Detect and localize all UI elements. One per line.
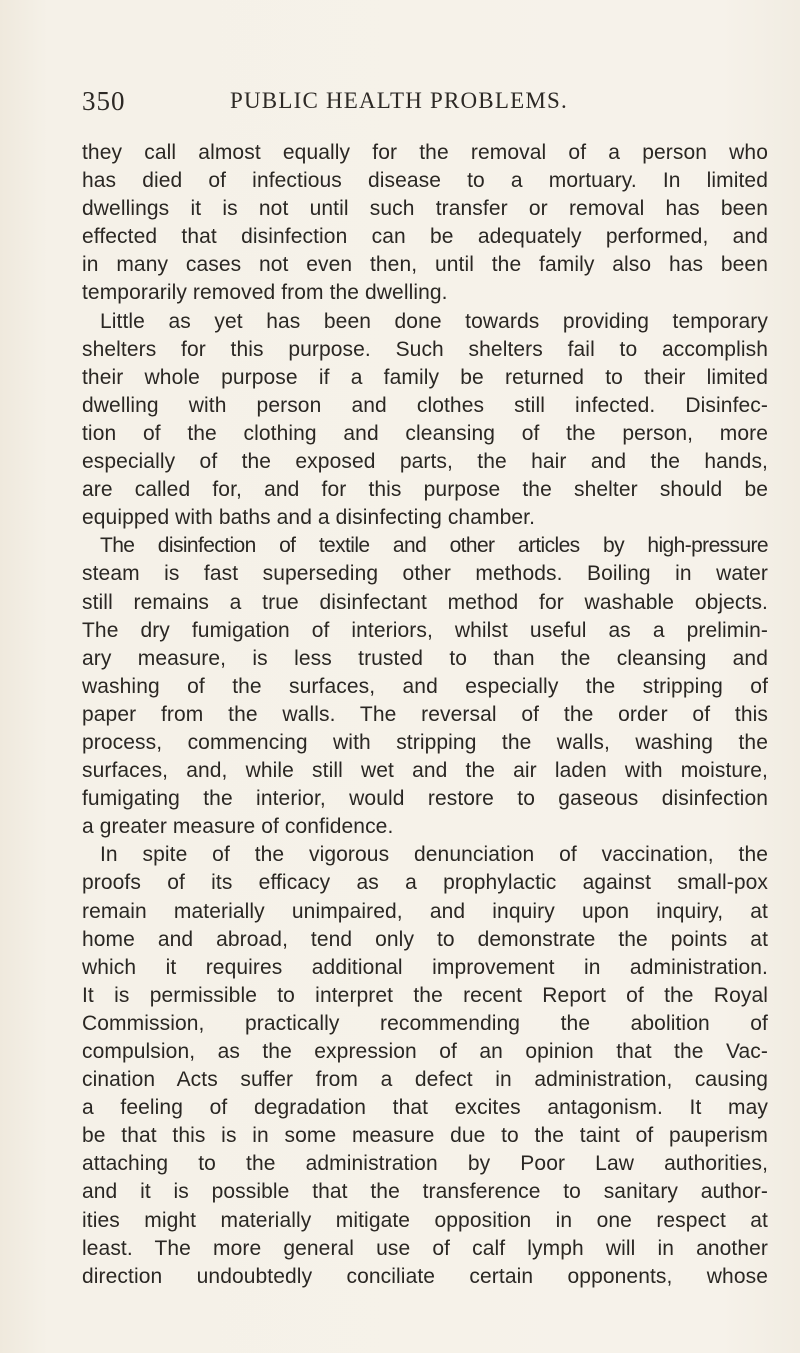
text-line: they call almost equally for the removal of a person who xyxy=(82,141,768,164)
text-line: be that this is in some measure due to the taint of pauperism xyxy=(82,1124,768,1148)
paragraph-start-line: Little as yet has been done towards providing temporary xyxy=(100,309,768,333)
text-line: has died of infectious disease to a mortuary. In limited xyxy=(82,169,768,193)
text-line: and it is possible that the transference to sanitary author- xyxy=(82,1180,768,1204)
text-line: compulsion, as the expression of an opinion that the Vac- xyxy=(82,1040,768,1063)
text-line: a greater measure of confidence. xyxy=(82,815,394,839)
text-line: washing of the surfaces, and especially the stripping of xyxy=(82,674,768,698)
text-line: It is permissible to interpret the recent Report of the Royal xyxy=(82,983,768,1007)
text-line: cination Acts suffer from a defect in administration, causing xyxy=(82,1068,768,1092)
text-line: are called for, and for this purpose the shelter should be xyxy=(82,478,768,502)
text-line: The dry fumigation of interiors, whilst useful as a prelimin- xyxy=(82,618,768,642)
text-line: tion of the clothing and cleansing of the person, more xyxy=(82,421,768,445)
text-line: remain materially unimpaired, and inquiry upon inquiry, at xyxy=(82,899,768,923)
text-line: ary measure, is less trusted to than the cleansing and xyxy=(82,646,768,670)
text-line: temporarily removed from the dwelling. xyxy=(82,281,448,305)
text-line: equipped with baths and a disinfecting chamber. xyxy=(82,506,536,530)
text-line: dwellings it is not until such transfer or removal has been xyxy=(82,197,768,221)
body-text xyxy=(82,139,768,1291)
text-line: fumigating the interior, would restore to gaseous disinfection xyxy=(82,787,768,811)
text-line: dwelling with person and clothes still infected. Disinfec- xyxy=(82,393,768,417)
text-line: in many cases not even then, until the family also has been xyxy=(82,253,768,277)
text-line: their whole purpose if a family be returned to their limited xyxy=(82,365,768,389)
text-line: shelters for this purpose. Such shelters fail to accomplish xyxy=(82,337,768,361)
text-line: process, commencing with stripping the walls, washing the xyxy=(82,730,768,754)
text-line: direction undoubtedly conciliate certain opponents, whose xyxy=(82,1264,768,1288)
text-line: least. The more general use of calf lymph will in another xyxy=(82,1236,768,1260)
paragraph-start-line: The disinfection of textile and other articles by high-pressure xyxy=(100,534,768,558)
text-line: surfaces, and, while still wet and the air laden with moisture, xyxy=(82,759,768,783)
text-line: steam is fast superseding other methods. Boiling in water xyxy=(82,562,768,586)
text-line: still remains a true disinfectant method for washable objects. xyxy=(82,590,768,614)
text-line: effected that disinfection can be adequately performed, and xyxy=(82,225,768,249)
text-line: ities might materially mitigate opposition in one respect at xyxy=(82,1208,768,1232)
text-line: home and abroad, tend only to demonstrate the points at xyxy=(82,927,768,951)
text-line: especially of the exposed parts, the hair and the hands, xyxy=(82,450,768,474)
text-line: Commission, practically recommending the abolition of xyxy=(82,1011,768,1035)
text-line: proofs of its efficacy as a prophylactic against small-pox xyxy=(82,871,768,895)
running-title: PUBLIC HEALTH PROBLEMS. xyxy=(230,88,568,113)
text-line: paper from the walls. The reversal of the order of this xyxy=(82,702,768,726)
running-head xyxy=(82,86,772,118)
text-line: attaching to the administration by Poor Law authorities, xyxy=(82,1152,768,1176)
text-line: which it requires additional improvement in administration. xyxy=(82,955,768,979)
paragraph-start-line: In spite of the vigorous denunciation of vaccination, the xyxy=(100,843,768,867)
text-line: a feeling of degradation that excites antagonism. It may xyxy=(82,1096,768,1120)
page-number: 350 xyxy=(82,86,126,116)
